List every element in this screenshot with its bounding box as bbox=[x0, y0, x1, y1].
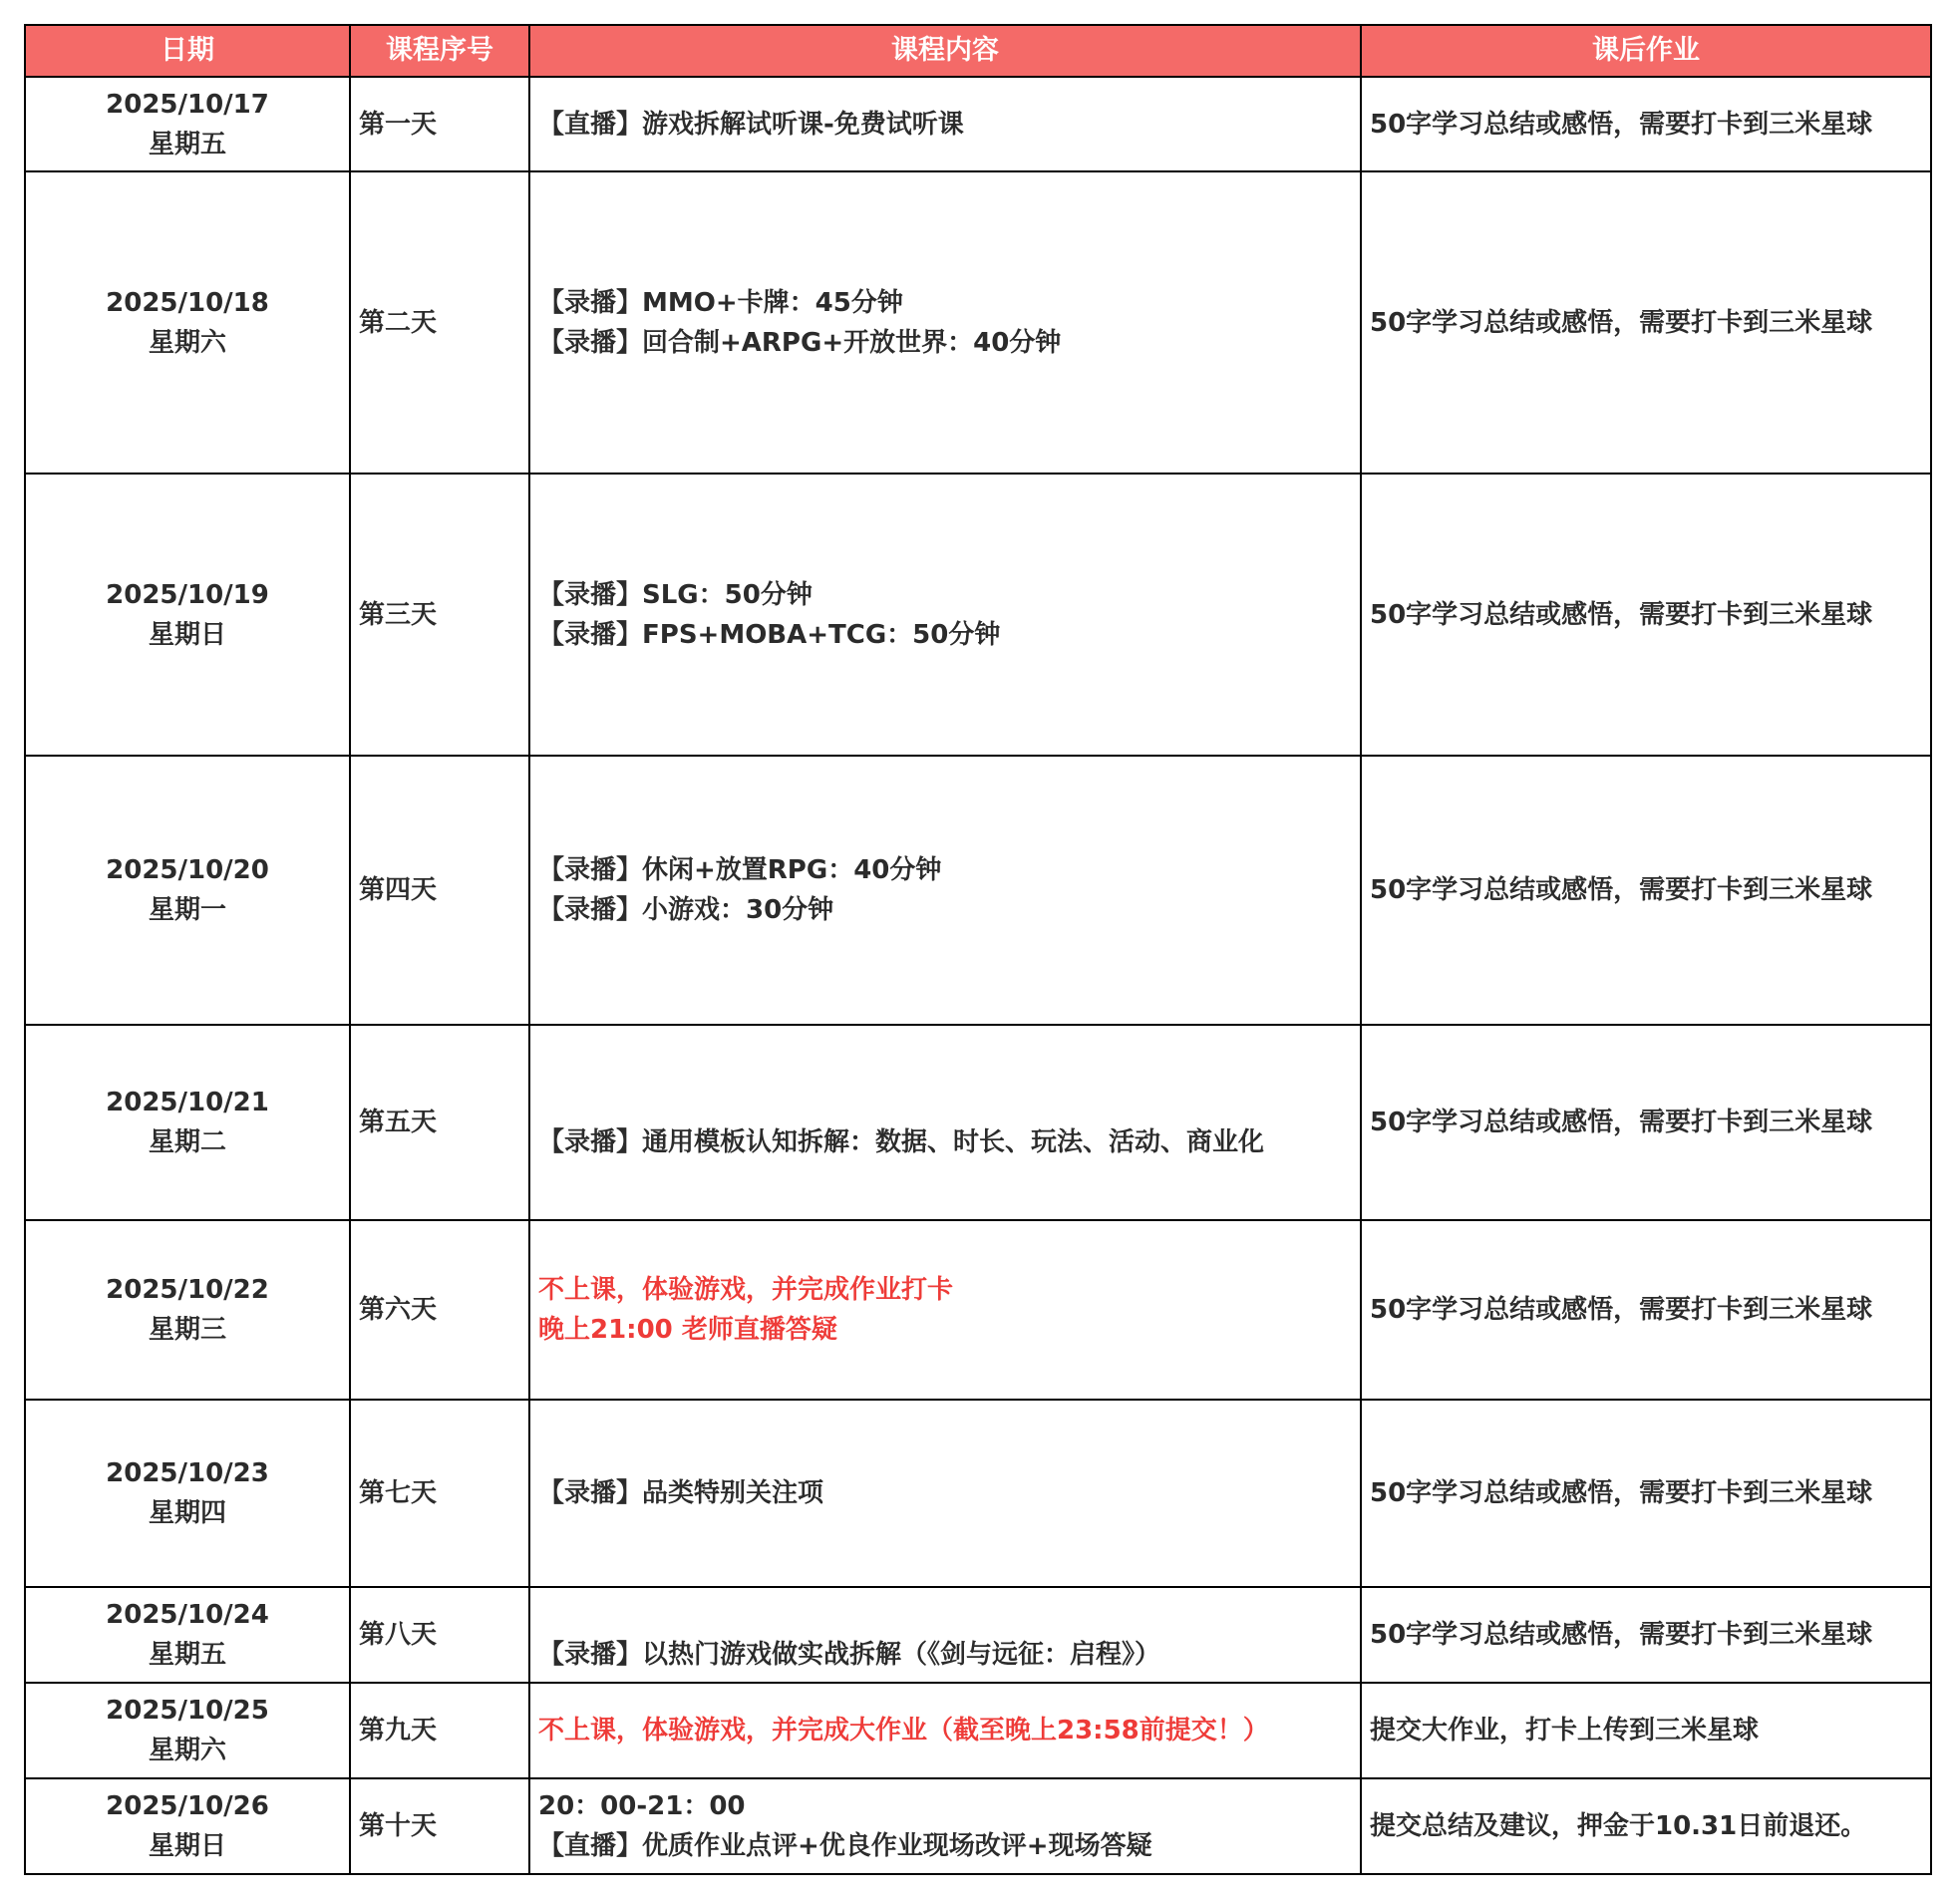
date-cell bbox=[25, 1025, 350, 1220]
homework-cell: 50字学习总结或感悟，需要打卡到三米星球 bbox=[1361, 77, 1931, 171]
date-cell bbox=[25, 1587, 350, 1683]
content-line: 【录播】回合制+ARPG+开放世界：40分钟 bbox=[538, 327, 1062, 358]
content-line: 【直播】优质作业点评+优良作业现场改评+现场答疑 bbox=[538, 1831, 1152, 1861]
homework-cell: 50字学习总结或感悟，需要打卡到三米星球 bbox=[1361, 1025, 1931, 1220]
content-cell bbox=[529, 1400, 1361, 1587]
content-cell bbox=[529, 1587, 1361, 1683]
table-row bbox=[25, 1778, 1931, 1874]
date-text: 2025/10/22 bbox=[106, 1275, 269, 1305]
course-schedule-table bbox=[24, 24, 1932, 1875]
content-cell bbox=[529, 1778, 1361, 1874]
date-text: 2025/10/24 bbox=[106, 1600, 269, 1630]
seq-cell: 第七天 bbox=[350, 1400, 529, 1587]
header-date: 日期 bbox=[25, 25, 350, 77]
date-text: 2025/10/25 bbox=[106, 1696, 269, 1726]
seq-cell: 第一天 bbox=[350, 77, 529, 171]
seq-cell: 第八天 bbox=[350, 1587, 529, 1683]
content-cell bbox=[529, 171, 1361, 474]
date-cell bbox=[25, 756, 350, 1025]
table-row bbox=[25, 474, 1931, 756]
content-line: 【录播】小游戏：30分钟 bbox=[538, 895, 834, 925]
seq-cell: 第十天 bbox=[350, 1778, 529, 1874]
seq-cell: 第九天 bbox=[350, 1683, 529, 1778]
content-cell bbox=[529, 756, 1361, 1025]
weekday-text: 星期二 bbox=[148, 1127, 226, 1157]
date-cell bbox=[25, 77, 350, 171]
date-cell bbox=[25, 1220, 350, 1400]
table-row bbox=[25, 1400, 1931, 1587]
content-cell bbox=[529, 77, 1361, 171]
content-line: 【录播】以热门游戏做实战拆解（《剑与远征：启程》） bbox=[538, 1640, 1161, 1670]
content-line: 不上课，体验游戏，并完成大作业（截至晚上23:58前提交！） bbox=[538, 1716, 1269, 1745]
content-line: 【录播】MMO+卡牌：45分钟 bbox=[538, 287, 903, 318]
date-cell bbox=[25, 1778, 350, 1874]
content-line: 【录播】FPS+MOBA+TCG：50分钟 bbox=[538, 619, 1001, 650]
seq-cell: 第五天 bbox=[350, 1025, 529, 1220]
weekday-text: 星期五 bbox=[148, 129, 226, 159]
weekday-text: 星期四 bbox=[148, 1498, 226, 1528]
weekday-text: 星期一 bbox=[148, 895, 226, 925]
content-line: 【录播】休闲+放置RPG：40分钟 bbox=[538, 855, 942, 885]
content-cell bbox=[529, 1025, 1361, 1220]
table-row bbox=[25, 171, 1931, 474]
header-seq: 课程序号 bbox=[350, 25, 529, 77]
seq-cell: 第三天 bbox=[350, 474, 529, 756]
homework-cell: 提交总结及建议，押金于10.31日前退还。 bbox=[1361, 1778, 1931, 1874]
seq-cell: 第六天 bbox=[350, 1220, 529, 1400]
content-line: 【录播】品类特别关注项 bbox=[538, 1478, 824, 1508]
table-row bbox=[25, 1220, 1931, 1400]
homework-cell: 50字学习总结或感悟，需要打卡到三米星球 bbox=[1361, 474, 1931, 756]
content-line: 【直播】游戏拆解试听课-免费试听课 bbox=[538, 109, 964, 140]
weekday-text: 星期六 bbox=[148, 1736, 226, 1765]
date-text: 2025/10/21 bbox=[106, 1088, 269, 1117]
date-cell bbox=[25, 474, 350, 756]
content-cell bbox=[529, 1220, 1361, 1400]
content-line: 不上课，体验游戏，并完成作业打卡 bbox=[538, 1275, 954, 1305]
date-text: 2025/10/20 bbox=[106, 855, 269, 885]
date-text: 2025/10/23 bbox=[106, 1458, 269, 1488]
table-row bbox=[25, 1025, 1931, 1220]
header-content: 课程内容 bbox=[529, 25, 1361, 77]
date-text: 2025/10/19 bbox=[106, 579, 269, 610]
header-homework: 课后作业 bbox=[1361, 25, 1931, 77]
content-line: 【录播】通用模板认知拆解：数据、时长、玩法、活动、商业化 bbox=[538, 1127, 1265, 1157]
weekday-text: 星期三 bbox=[148, 1315, 226, 1345]
homework-cell: 50字学习总结或感悟，需要打卡到三米星球 bbox=[1361, 171, 1931, 474]
date-cell bbox=[25, 1683, 350, 1778]
content-cell bbox=[529, 474, 1361, 756]
homework-cell: 50字学习总结或感悟，需要打卡到三米星球 bbox=[1361, 756, 1931, 1025]
content-line: 晚上21:00 老师直播答疑 bbox=[538, 1315, 837, 1345]
table-row bbox=[25, 77, 1931, 171]
homework-cell: 50字学习总结或感悟，需要打卡到三米星球 bbox=[1361, 1587, 1931, 1683]
table-row bbox=[25, 756, 1931, 1025]
content-cell bbox=[529, 1683, 1361, 1778]
date-text: 2025/10/17 bbox=[106, 89, 269, 120]
date-cell bbox=[25, 1400, 350, 1587]
table-row bbox=[25, 1683, 1931, 1778]
seq-cell: 第四天 bbox=[350, 756, 529, 1025]
date-cell bbox=[25, 171, 350, 474]
homework-cell: 50字学习总结或感悟，需要打卡到三米星球 bbox=[1361, 1400, 1931, 1587]
seq-cell: 第二天 bbox=[350, 171, 529, 474]
homework-cell: 50字学习总结或感悟，需要打卡到三米星球 bbox=[1361, 1220, 1931, 1400]
date-text: 2025/10/18 bbox=[106, 287, 269, 318]
weekday-text: 星期日 bbox=[148, 1831, 226, 1861]
date-text: 2025/10/26 bbox=[106, 1791, 269, 1821]
weekday-text: 星期五 bbox=[148, 1640, 226, 1670]
weekday-text: 星期日 bbox=[148, 619, 226, 650]
table-header-row bbox=[25, 25, 1931, 77]
content-line: 【录播】SLG：50分钟 bbox=[538, 579, 813, 610]
table-row bbox=[25, 1587, 1931, 1683]
weekday-text: 星期六 bbox=[148, 327, 226, 358]
content-line: 20：00-21：00 bbox=[538, 1791, 746, 1821]
homework-cell: 提交大作业，打卡上传到三米星球 bbox=[1361, 1683, 1931, 1778]
